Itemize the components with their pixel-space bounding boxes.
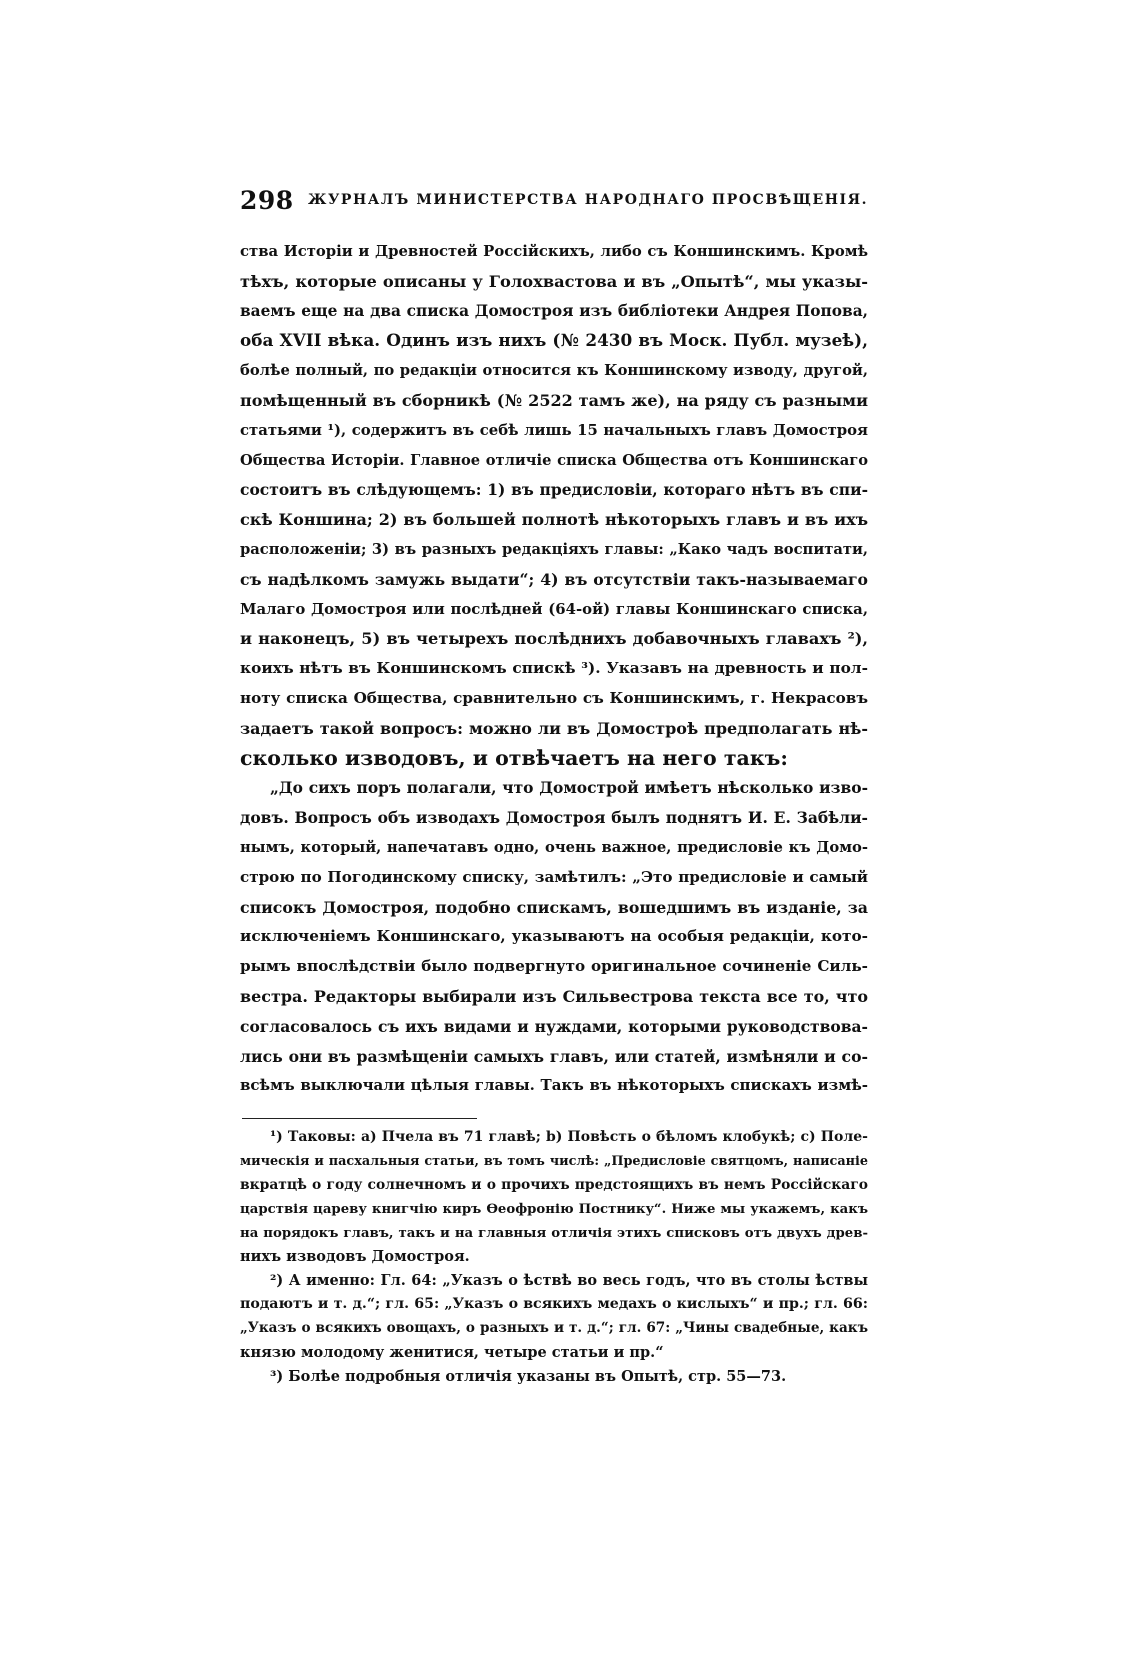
footnote-line: вкратцѣ о году солнечномъ и о прочихъ предстоящихъ въ немъ Россійскаго [240, 1176, 868, 1193]
body-line: ства Исторіи и Древностей Россійскихъ, либо съ Коншинскимъ. Кромѣ [240, 243, 868, 260]
body-line: вестра. Редакторы выбирали изъ Сильвестрова текста все то, что [240, 986, 868, 1006]
page-number: 298 [240, 186, 294, 215]
body-line: списокъ Домостроя, подобно спискамъ, вошедшимъ въ изданіе, за [240, 897, 868, 917]
body-line: съ надѣлкомъ замужь выдати“; 4) въ отсутствіи такъ-называемаго [240, 569, 868, 589]
body-line: коихъ нѣтъ въ Коншинскомъ спискѣ ³). Указавъ на древность и пол- [240, 659, 868, 678]
body-line: рымъ впослѣдствіи было подвергнуто оригинальное сочиненіе Силь- [240, 957, 868, 976]
footnote-divider [242, 1118, 477, 1119]
body-line: нымъ, который, напечатавъ одно, очень важное, предисловіе къ Домо- [240, 838, 868, 856]
body-line: строю по Погодинскому списку, замѣтилъ: „Это предисловіе и самый [240, 867, 868, 886]
body-text [240, 237, 868, 1101]
body-line: исключеніемъ Коншинскаго, указываютъ на особыя редакціи, кото- [240, 927, 868, 946]
body-line: состоитъ въ слѣдующемъ: 1) въ предисловіи, котораго нѣтъ въ спи- [240, 480, 868, 500]
body-line: задаетъ такой вопросъ: можно ли въ Домостроѣ предполагать нѣ- [240, 718, 868, 738]
body-line: Малаго Домостроя или послѣдней (64-ой) главы Коншинскаго списка, [240, 599, 868, 618]
body-line: расположеніи; 3) въ разныхъ редакціяхъ главы: „Како чадъ воспитати, [240, 540, 868, 558]
running-head: ЖУРНАЛЪ МИНИСТЕРСТВА НАРОДНАГО ПРОСВѢЩЕНІЯ. [308, 192, 869, 208]
body-line: Общества Исторіи. Главное отличіе списка Общества отъ Коншинскаго [240, 451, 868, 469]
body-line: болѣе полный, по редакціи относится къ Коншинскому изводу, другой, [240, 362, 868, 380]
footnote-line: ¹) Таковы: а) Пчела въ 71 главѣ; b) Повѣсть о бѣломъ клобукѣ; с) Поле- [270, 1129, 868, 1145]
footnote-line: „Указъ о всякихъ овощахъ, о разныхъ и т. д.“; гл. 67: „Чины свадебные, какъ [240, 1320, 868, 1337]
body-line: оба XVII вѣка. Одинъ изъ нихъ (№ 2430 въ Моск. Публ. музеѣ), [240, 330, 868, 351]
body-line: тѣхъ, которые описаны у Голохвастова и въ „Опытѣ“, мы указы- [240, 271, 868, 291]
body-line: помѣщенный въ сборникѣ (№ 2522 тамъ же), на ряду съ разными [240, 390, 868, 410]
body-line: довъ. Вопросъ объ изводахъ Домостроя былъ поднятъ И. Е. Забѣли- [240, 808, 868, 828]
footnote-line: ³) Болѣе подробныя отличія указаны въ Опытѣ, стр. 55—73. [270, 1367, 787, 1385]
body-line: ноту списка Общества, сравнительно съ Коншинскимъ, г. Некрасовъ [240, 688, 868, 707]
footnote-line: царствія цареву книгчію киръ Ѳеофронію Постнику“. Ниже мы укажемъ, какъ [240, 1201, 868, 1217]
body-line: лись они въ размѣщеніи самыхъ главъ, или статей, измѣняли и со- [240, 1046, 868, 1066]
footnote-line: мическія и пасхальныя статьи, въ томъ числѣ: „Предисловіе святцомъ, написаніе [240, 1153, 868, 1169]
footnote-line: нихъ изводовъ Домостроя. [240, 1248, 470, 1266]
footnote-line: на порядокъ главъ, такъ и на главныя отличія этихъ списковъ отъ двухъ древ- [240, 1225, 868, 1241]
body-line: и наконецъ, 5) въ четырехъ послѣднихъ добавочныхъ главахъ ²), [240, 629, 868, 649]
page-header [240, 186, 869, 226]
body-line: согласовалось съ ихъ видами и нуждами, которыми руководствова- [240, 1016, 868, 1036]
footnote-line: князю молодому женитися, четыре статьи и пр.“ [240, 1344, 664, 1362]
footnotes [240, 1126, 868, 1389]
body-line: статьями ¹), содержитъ въ себѣ лишь 15 начальныхъ главъ Домостроя [240, 421, 868, 439]
body-line: скѣ Коншина; 2) въ большей полнотѣ нѣкоторыхъ главъ и въ ихъ [240, 510, 868, 530]
body-line: сколько изводовъ, и отвѣчаетъ на него такъ: [240, 745, 788, 770]
footnote-line: подаютъ и т. д.“; гл. 65: „Указъ о всякихъ медахъ о кислыхъ“ и пр.; гл. 66: [240, 1296, 868, 1313]
footnote-line: ²) А именно: Гл. 64: „Указъ о ѣствѣ во весь годъ, что въ столы ѣствы [270, 1272, 868, 1290]
body-line: всѣмъ выключали цѣлыя главы. Такъ въ нѣкоторыхъ спискахъ измѣ- [240, 1076, 868, 1095]
body-line: ваемъ еще на два списка Домостроя изъ библіотеки Андрея Попова, [240, 301, 868, 320]
body-line: „До сихъ поръ полагали, что Домострой имѣетъ нѣсколько изво- [270, 778, 868, 798]
